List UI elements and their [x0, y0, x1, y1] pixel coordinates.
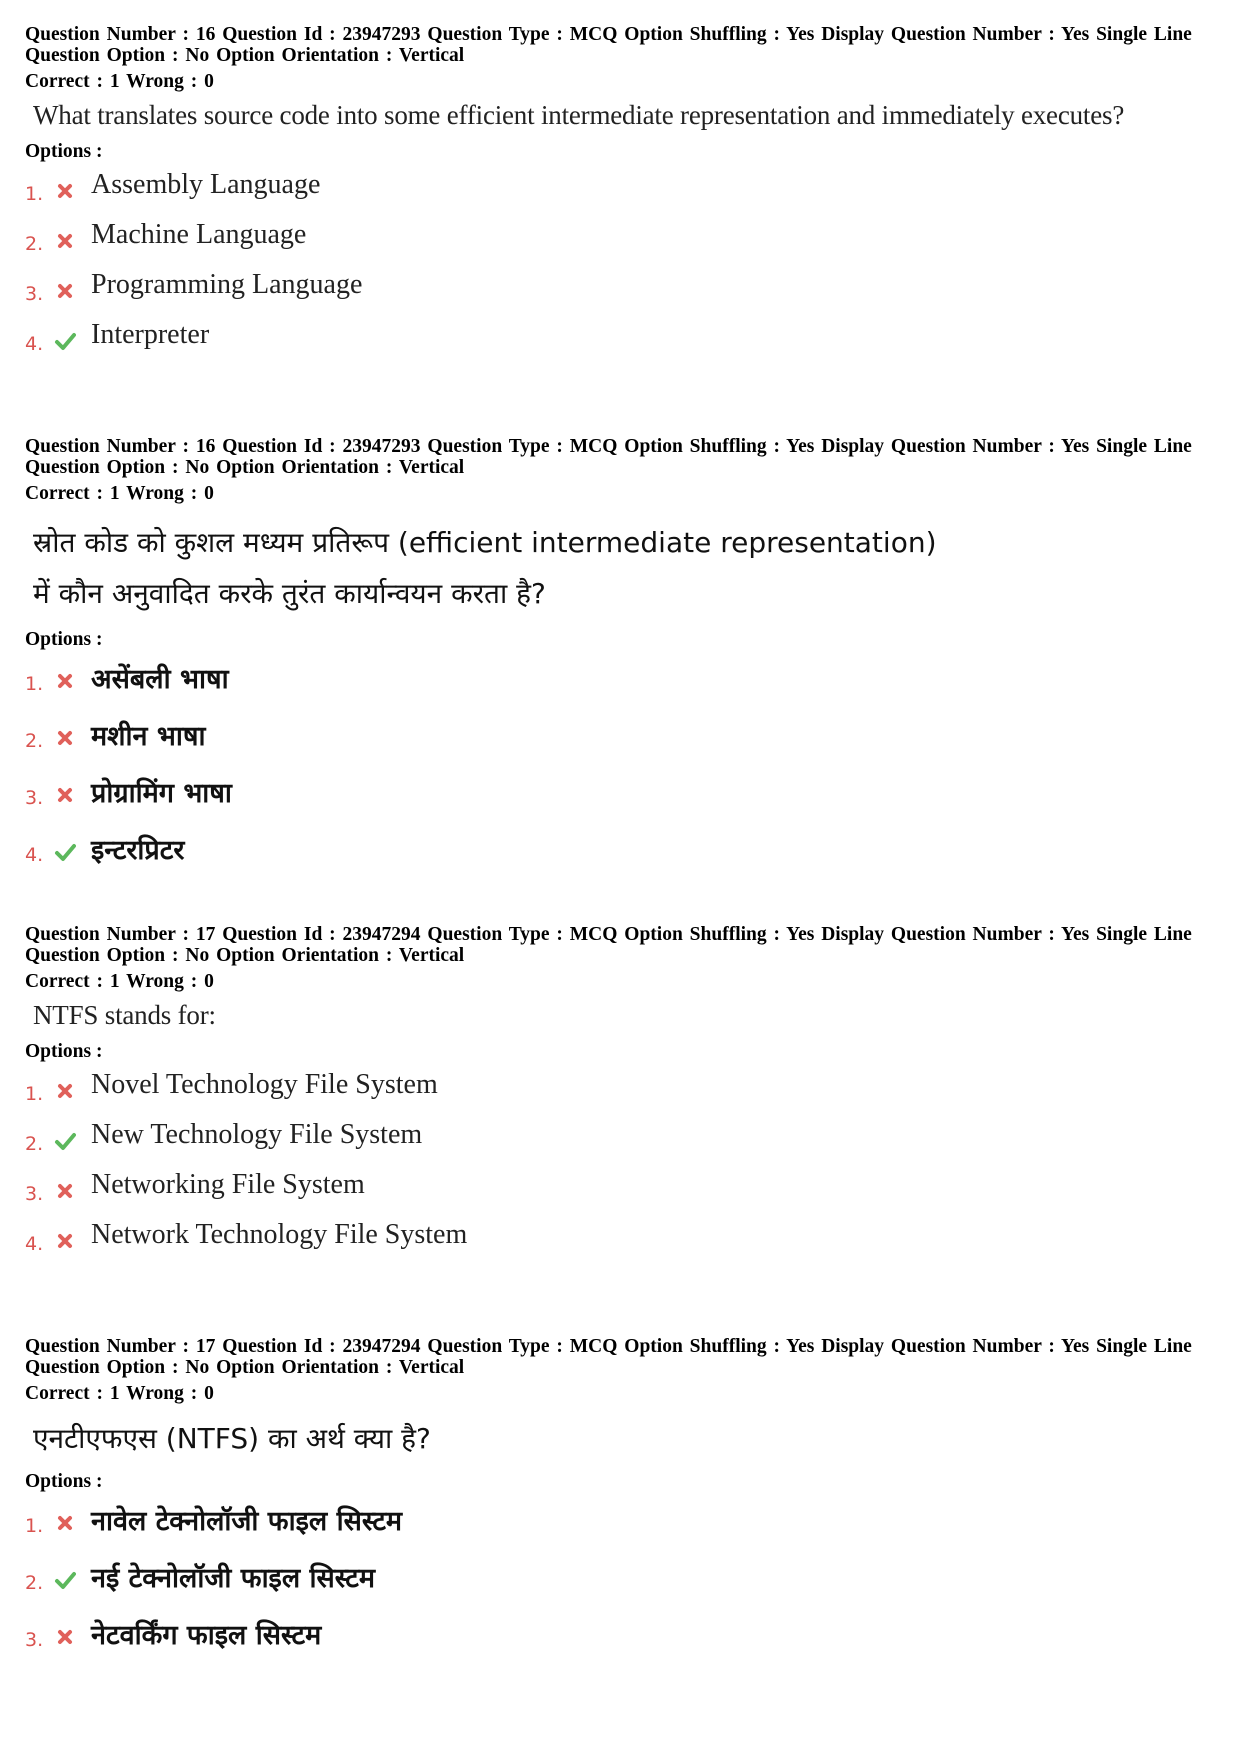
question-score: Correct : 1 Wrong : 0 — [25, 71, 214, 92]
options-label: Options : — [25, 141, 103, 162]
option-item — [25, 313, 1220, 363]
cross-icon — [54, 670, 76, 692]
option-number: 3. — [25, 283, 44, 305]
option-number: 3. — [25, 1183, 44, 1205]
option-item — [25, 1493, 1220, 1550]
cross-icon — [54, 280, 76, 302]
question-meta: Question Number : 17 Question Id : 23947294 Question Type : MCQ Option Shuffling : Yes Display Question Number : Yes Single Line Question Option : No Option Orientation : Vertical — [25, 924, 1192, 966]
question-text: एनटीएफएस (NTFS) का अर्थ क्या है? — [33, 1422, 431, 1455]
question-block-16-en — [25, 24, 1220, 363]
option-number: 1. — [25, 1515, 44, 1537]
question-block-17-hi — [25, 1336, 1220, 1664]
option-text: Interpreter — [91, 319, 210, 350]
option-text: New Technology File System — [91, 1119, 423, 1150]
question-block-16-hi — [25, 436, 1220, 879]
option-item — [25, 263, 1220, 313]
option-item — [25, 1213, 1220, 1263]
option-text: नेटवर्किंग फाइल सिस्टम — [91, 1620, 322, 1651]
options-list — [25, 163, 1220, 363]
check-icon — [54, 1130, 76, 1152]
cross-icon — [54, 1230, 76, 1252]
question-score: Correct : 1 Wrong : 0 — [25, 483, 214, 504]
question-meta: Question Number : 16 Question Id : 23947293 Question Type : MCQ Option Shuffling : Yes Display Question Number : Yes Single Line Question Option : No Option Orientation : Vertical — [25, 24, 1192, 66]
question-text-line-2: में कौन अनुवादित करके तुरंत कार्यान्वयन करता है? — [33, 577, 546, 610]
options-label: Options : — [25, 1471, 103, 1492]
options-label: Options : — [25, 629, 103, 650]
option-text: Programming Language — [91, 269, 363, 300]
option-number: 4. — [25, 1233, 44, 1255]
cross-icon — [54, 230, 76, 252]
option-number: 3. — [25, 1629, 44, 1651]
option-item — [25, 1113, 1220, 1163]
cross-icon — [54, 727, 76, 749]
option-text: इन्टरप्रिटर — [91, 835, 185, 866]
question-text — [33, 517, 1220, 619]
cross-icon — [54, 1080, 76, 1102]
question-block-17-en — [25, 924, 1220, 1263]
question-score: Correct : 1 Wrong : 0 — [25, 1383, 214, 1404]
option-text: मशीन भाषा — [91, 721, 206, 752]
option-text: Machine Language — [91, 219, 307, 250]
options-list — [25, 1063, 1220, 1263]
option-text: Networking File System — [91, 1169, 365, 1200]
option-item — [25, 1163, 1220, 1213]
option-item — [25, 822, 1220, 879]
options-list — [25, 1493, 1220, 1664]
option-item — [25, 213, 1220, 263]
option-text: असेंबली भाषा — [91, 664, 229, 695]
option-number: 2. — [25, 1572, 44, 1594]
cross-icon — [54, 180, 76, 202]
option-number: 2. — [25, 730, 44, 752]
cross-icon — [54, 1512, 76, 1534]
option-item — [25, 651, 1220, 708]
cross-icon — [54, 1180, 76, 1202]
option-text: Assembly Language — [91, 169, 321, 200]
question-text: NTFS stands for: — [33, 1000, 216, 1030]
option-item — [25, 1063, 1220, 1113]
options-list — [25, 651, 1220, 879]
option-item — [25, 765, 1220, 822]
option-number: 3. — [25, 787, 44, 809]
question-text: What translates source code into some efficient intermediate representation and immediately executes? — [33, 100, 1125, 130]
option-text: Network Technology File System — [91, 1219, 468, 1250]
check-icon — [54, 841, 76, 863]
option-number: 1. — [25, 183, 44, 205]
option-item — [25, 708, 1220, 765]
cross-icon — [54, 784, 76, 806]
option-number: 4. — [25, 844, 44, 866]
cross-icon — [54, 1626, 76, 1648]
check-icon — [54, 1569, 76, 1591]
options-label: Options : — [25, 1041, 103, 1062]
question-meta: Question Number : 16 Question Id : 23947293 Question Type : MCQ Option Shuffling : Yes Display Question Number : Yes Single Line Question Option : No Option Orientation : Vertical — [25, 436, 1192, 478]
option-number: 2. — [25, 1133, 44, 1155]
question-text-line-1: स्रोत कोड को कुशल मध्यम प्रतिरूप (efficient intermediate representation) — [33, 526, 937, 559]
option-text: नावेल टेक्नोलॉजी फाइल सिस्टम — [91, 1506, 403, 1537]
option-number: 2. — [25, 233, 44, 255]
option-number: 1. — [25, 1083, 44, 1105]
option-text: Novel Technology File System — [91, 1069, 438, 1100]
option-text: नई टेक्नोलॉजी फाइल सिस्टम — [91, 1563, 376, 1594]
check-icon — [54, 330, 76, 352]
question-meta: Question Number : 17 Question Id : 23947294 Question Type : MCQ Option Shuffling : Yes Display Question Number : Yes Single Line Question Option : No Option Orientation : Vertical — [25, 1336, 1192, 1378]
option-number: 4. — [25, 333, 44, 355]
option-item — [25, 163, 1220, 213]
option-item — [25, 1550, 1220, 1607]
option-number: 1. — [25, 673, 44, 695]
question-score: Correct : 1 Wrong : 0 — [25, 971, 214, 992]
option-item — [25, 1607, 1220, 1664]
option-text: प्रोग्रामिंग भाषा — [91, 778, 232, 809]
